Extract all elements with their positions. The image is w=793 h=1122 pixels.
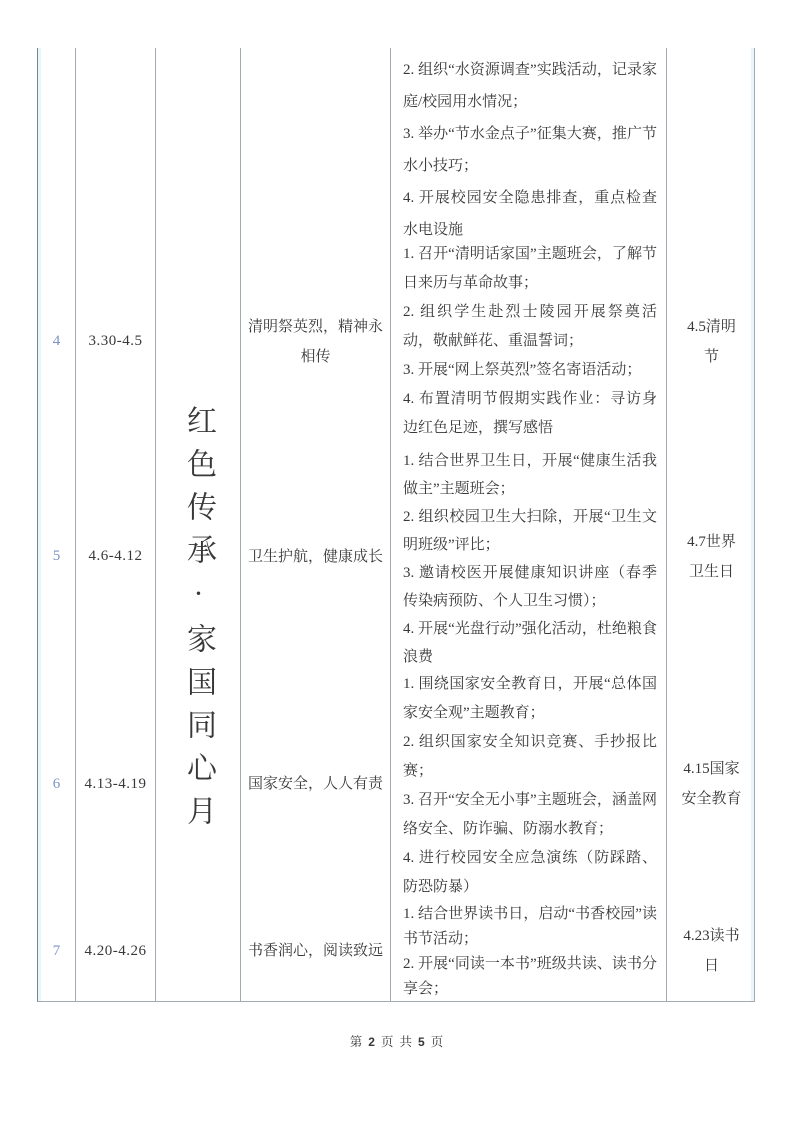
activity-item: 2. 组织“水资源调查”实践活动，记录家庭/校园用水情况；	[403, 62, 657, 110]
week-theme-cell	[241, 48, 391, 238]
activity-item: 4. 进行校园安全应急演练（防踩踏、防恐防暴）	[403, 850, 657, 895]
schedule-table	[37, 48, 755, 1002]
activity-item: 3. 邀请校医开展健康知识讲座（春季传染病预防、个人卫生习惯）；	[403, 565, 657, 609]
month-theme-cell	[156, 48, 241, 1002]
week-number-cell: 7	[38, 900, 76, 1002]
festival-cell: 4.7世界卫生日	[687, 533, 736, 580]
footer-label: 页	[430, 1035, 444, 1049]
week-number-cell: 4	[38, 238, 76, 445]
footer-page-number: 2	[368, 1035, 375, 1049]
date-range-cell: 4.20-4.26	[76, 900, 156, 1002]
activity-item: 2. 组织学生赴烈士陵园开展祭奠活动，敬献鲜花、重温誓词；	[403, 304, 657, 349]
activity-item: 2. 组织校园卫生大扫除，开展“卫生文明班级”评比；	[403, 509, 657, 553]
date-range-cell: 4.6-4.12	[76, 445, 156, 668]
festival-cell: 4.15国家安全教育	[681, 761, 742, 807]
activities-cell	[391, 48, 667, 238]
page-footer	[0, 1032, 793, 1050]
activity-item: 4. 开展“光盘行动”强化活动，杜绝粮食浪费	[403, 621, 657, 665]
week-number-cell	[38, 48, 76, 238]
festival-cell: 4.5清明节	[687, 318, 736, 365]
activity-item: 3. 开展“网上祭英烈”签名寄语活动；	[403, 362, 642, 378]
activity-item: 1. 围绕国家安全教育日，开展“总体国家安全观”主题教育；	[403, 676, 657, 721]
festival-cell: 4.23读书日	[683, 928, 740, 974]
festival-cell	[667, 48, 756, 238]
activity-item: 1. 结合世界卫生日，开展“健康生活我做主”主题班会；	[403, 453, 657, 497]
activity-item: 1. 结合世界读书日，启动“书香校园”读书节活动；	[403, 906, 657, 947]
week-theme-cell: 清明祭英烈，精神永相传	[241, 238, 391, 445]
week-number-cell: 6	[38, 668, 76, 900]
activities-cell	[391, 238, 667, 445]
activity-item: 2. 开展“同读一本书”班级共读、读书分享会；	[403, 956, 657, 997]
date-range-cell	[76, 48, 156, 238]
activity-item: 1. 召开“清明话家国”主题班会，了解节日来历与革命故事；	[403, 246, 657, 291]
activity-item: 3. 举办“节水金点子”征集大赛，推广节水小技巧；	[403, 126, 657, 174]
activity-item: 3. 召开“安全无小事”主题班会，涵盖网络安全、防诈骗、防溺水教育；	[403, 792, 657, 837]
week-theme-cell: 书香润心，阅读致远	[241, 900, 391, 1002]
week-theme-cell: 卫生护航，健康成长	[241, 445, 391, 668]
week-number-cell: 5	[38, 445, 76, 668]
footer-label: 第	[349, 1035, 363, 1049]
month-theme-vertical-text: 红色传承·家国同心月	[182, 405, 215, 838]
activities-cell	[391, 445, 667, 668]
activities-cell	[391, 668, 667, 900]
activities-cell	[391, 900, 667, 1002]
week-theme-cell: 国家安全，人人有责	[241, 668, 391, 900]
date-range-cell: 4.13-4.19	[76, 668, 156, 900]
activity-item: 4. 布置清明节假期实践作业：寻访身边红色足迹，撰写感悟	[403, 391, 657, 436]
footer-total-pages: 5	[418, 1035, 425, 1049]
footer-label: 页	[380, 1035, 394, 1049]
footer-label: 共	[399, 1035, 413, 1049]
date-range-cell: 3.30-4.5	[76, 238, 156, 445]
activity-item: 4. 开展校园安全隐患排查，重点检查水电设施	[403, 190, 657, 238]
activity-item: 2. 组织国家安全知识竞赛、手抄报比赛；	[403, 734, 657, 779]
